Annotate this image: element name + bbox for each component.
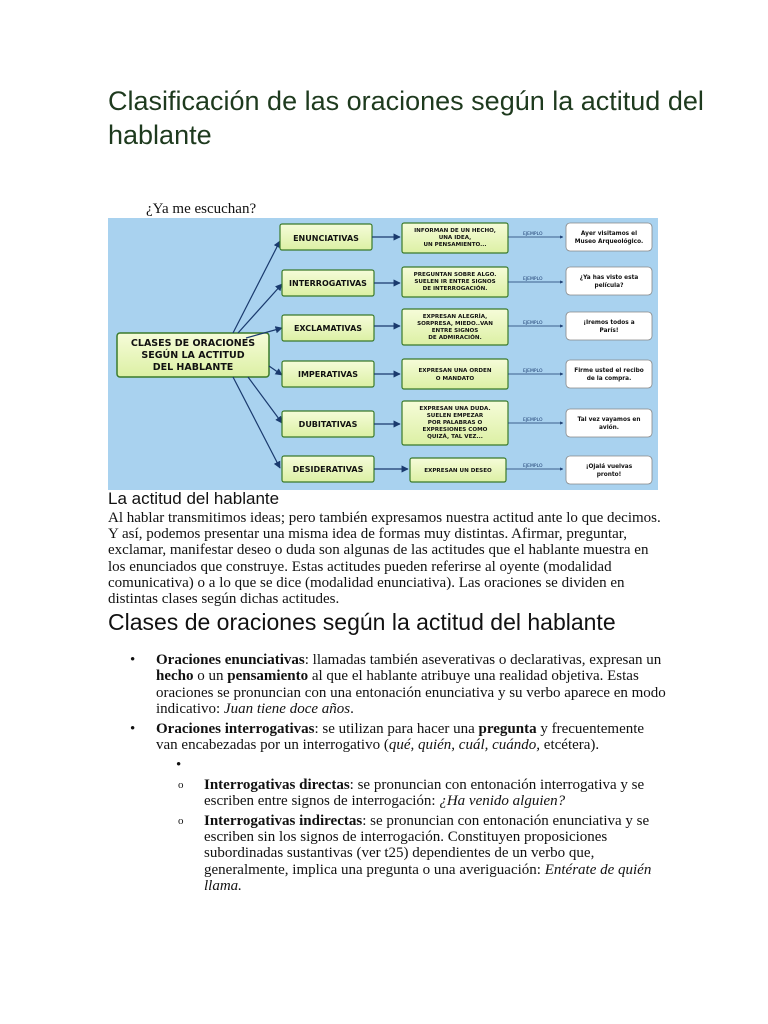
page-title: Clasificación de las oraciones según la actitud del hablante [108, 86, 704, 150]
svg-text:EJEMPLO: EJEMPLO [523, 321, 543, 326]
sub-item-indirectas: o Interrogativas indirectas: se pronuncian con entonación enunciativa y se escriben sin los signos de interrogación. Constituyen proposiciones subordinadas sustantivas (ver t25) dependientes de un verbo que, generalmente, implica una pregunta o una averiguación: Entérate de quién llama. [178, 812, 652, 895]
intro-text: ¿Ya me escuchan? [146, 201, 257, 217]
svg-text:Ayer visitamos el: Ayer visitamos el [580, 231, 638, 237]
term-enunciativas: Oraciones enunciativas [156, 652, 305, 668]
term-interrogativas: Oraciones interrogativas [156, 720, 315, 737]
section-heading-clases: Clases de oraciones según la actitud del hablante [108, 609, 616, 635]
svg-text:EJEMPLO: EJEMPLO [523, 232, 543, 237]
svg-text:DE INTERROGACIÓN.: DE INTERROGACIÓN. [422, 286, 488, 292]
svg-text:O MANDATO: O MANDATO [435, 376, 475, 382]
svg-text:EXPRESAN ALEGRÍA,: EXPRESAN ALEGRÍA, [422, 314, 488, 320]
svg-text:EJEMPLO: EJEMPLO [523, 464, 543, 469]
svg-text:de la compra.: de la compra. [586, 376, 632, 382]
svg-text:¿Ya has visto esta: ¿Ya has visto esta [579, 275, 639, 281]
svg-text:IMPERATIVAS: IMPERATIVAS [297, 370, 359, 379]
bullet-icon: • [130, 652, 136, 668]
central-box [117, 333, 269, 377]
svg-text:EJEMPLO: EJEMPLO [523, 418, 543, 423]
row-imperativas [282, 359, 652, 389]
svg-text:Museo Arqueológico.: Museo Arqueológico. [574, 239, 644, 245]
svg-text:Firme usted el recibo: Firme usted el recibo [574, 368, 644, 374]
circle-bullet-icon: o [178, 778, 184, 791]
svg-text:EJEMPLO: EJEMPLO [523, 277, 543, 282]
list-item-enunciativas: • Oraciones enunciativas: llamadas también aseverativas o declarativas, expresan un hecho o un pensamiento al que el hablante atribuye una realidad objetiva. Estas oraciones se pronuncian con una entonación enunciativa y su verbo aparece en modo indicativo: Juan tiene doce años. [130, 652, 666, 718]
svg-text:SUELEN IR ENTRE SIGNOS: SUELEN IR ENTRE SIGNOS [414, 279, 496, 285]
svg-text:EJEMPLO: EJEMPLO [523, 369, 543, 374]
svg-text:¡Ojalá vuelvas: ¡Ojalá vuelvas [585, 464, 633, 470]
svg-text:Tal vez vayamos en: Tal vez vayamos en [577, 417, 641, 423]
svg-text:pronto!: pronto! [596, 472, 622, 478]
list-item-interrogativas: • Oraciones interrogativas: se utilizan para hacer una pregunta y frecuentemente van encabezadas por un interrogativo (qué, quién, cuál, cuándo, etcétera). • o Interrogativas directas: se pronuncian con entonación interrogativa y se escriben entre signos de interrogación: ¿Ha venido alguien? o Interrogativas indirectas: se pronuncian con entonación enunciativa y se escriben sin los signos de interrogación. Constituyen proposiciones subordinadas sustantivas (ver t25) dependientes de un verbo que, generalmente, implica una pregunta o una averiguación: Entérate de quién llama. [108, 721, 668, 895]
type-label: ENUNCIATIVAS [293, 234, 359, 243]
svg-text:POR PALABRAS O: POR PALABRAS O [427, 420, 483, 426]
classification-diagram [108, 218, 658, 490]
bullet-icon: • [130, 720, 136, 737]
svg-text:DUBITATIVAS: DUBITATIVAS [298, 420, 358, 429]
svg-text:UNA IDEA,: UNA IDEA, [438, 235, 472, 241]
svg-text:EXCLAMATIVAS: EXCLAMATIVAS [293, 324, 363, 333]
svg-text:SUELEN EMPEZAR: SUELEN EMPEZAR [426, 413, 484, 419]
svg-text:DE ADMIRACIÓN.: DE ADMIRACIÓN. [428, 335, 482, 341]
svg-text:SORPRESA, MIEDO..VAN: SORPRESA, MIEDO..VAN [417, 321, 493, 327]
row-desiderativas [282, 456, 652, 484]
section-heading-actitud: La actitud del hablante [108, 489, 280, 508]
svg-text:DESIDERATIVAS: DESIDERATIVAS [292, 465, 364, 474]
svg-text:París!: París! [599, 328, 619, 334]
row-enunciativas [280, 223, 652, 253]
svg-text:INFORMAN DE UN HECHO,: INFORMAN DE UN HECHO, [414, 228, 496, 234]
svg-text:película?: película? [594, 283, 624, 289]
section-paragraph: Al hablar transmitimos ideas; pero también expresamos nuestra actitud ante lo que decimos. Y así, podemos presentar una misma idea de formas muy distintas. Afirmar, preguntar, exclamar, manifestar deseo o duda son algunas de las actitudes que el hablante muestra en los enunciados que construye. Estas actitudes pueden referirse al oyente (modalidad comunicativa) o a lo que se dice (modalidad enunciativa). Las oraciones se dividen en distintas clases según dichas actitudes. [108, 510, 661, 608]
circle-bullet-icon: o [178, 814, 184, 827]
central-line-3: DEL HABLANTE [152, 362, 234, 373]
svg-text:INTERROGATIVAS: INTERROGATIVAS [289, 279, 367, 288]
svg-text:avión.: avión. [599, 425, 619, 431]
sub-item-empty [156, 757, 668, 773]
row-interrogativas [282, 267, 652, 297]
classes-list [108, 652, 668, 898]
svg-text:QUIZÁ, TAL VEZ...: QUIZÁ, TAL VEZ... [427, 434, 483, 440]
svg-text:UN PENSAMIENTO...: UN PENSAMIENTO... [423, 242, 487, 248]
central-line-1: CLASES DE ORACIONES [130, 338, 256, 349]
central-line-2: SEGÚN LA ACTITUD [141, 350, 245, 361]
svg-text:EXPRESAN UN DESEO: EXPRESAN UN DESEO [424, 468, 492, 474]
sub-item-directas: o Interrogativas directas: se pronuncian con entonación interrogativa y se escriben entre signos de interrogación: ¿Ha venido alguien? [178, 776, 645, 810]
sub-list [156, 757, 668, 894]
svg-text:¡Iremos todos a: ¡Iremos todos a [583, 320, 635, 326]
svg-text:EXPRESAN UNA ORDEN: EXPRESAN UNA ORDEN [418, 368, 492, 374]
svg-text:EXPRESIONES COMO: EXPRESIONES COMO [422, 427, 488, 433]
svg-text:PREGUNTAN SOBRE ALGO.: PREGUNTAN SOBRE ALGO. [413, 272, 497, 278]
bullet-icon: • [176, 757, 182, 774]
svg-text:EXPRESAN UNA DUDA.: EXPRESAN UNA DUDA. [419, 406, 491, 412]
svg-text:ENTRE SIGNOS: ENTRE SIGNOS [431, 328, 479, 334]
